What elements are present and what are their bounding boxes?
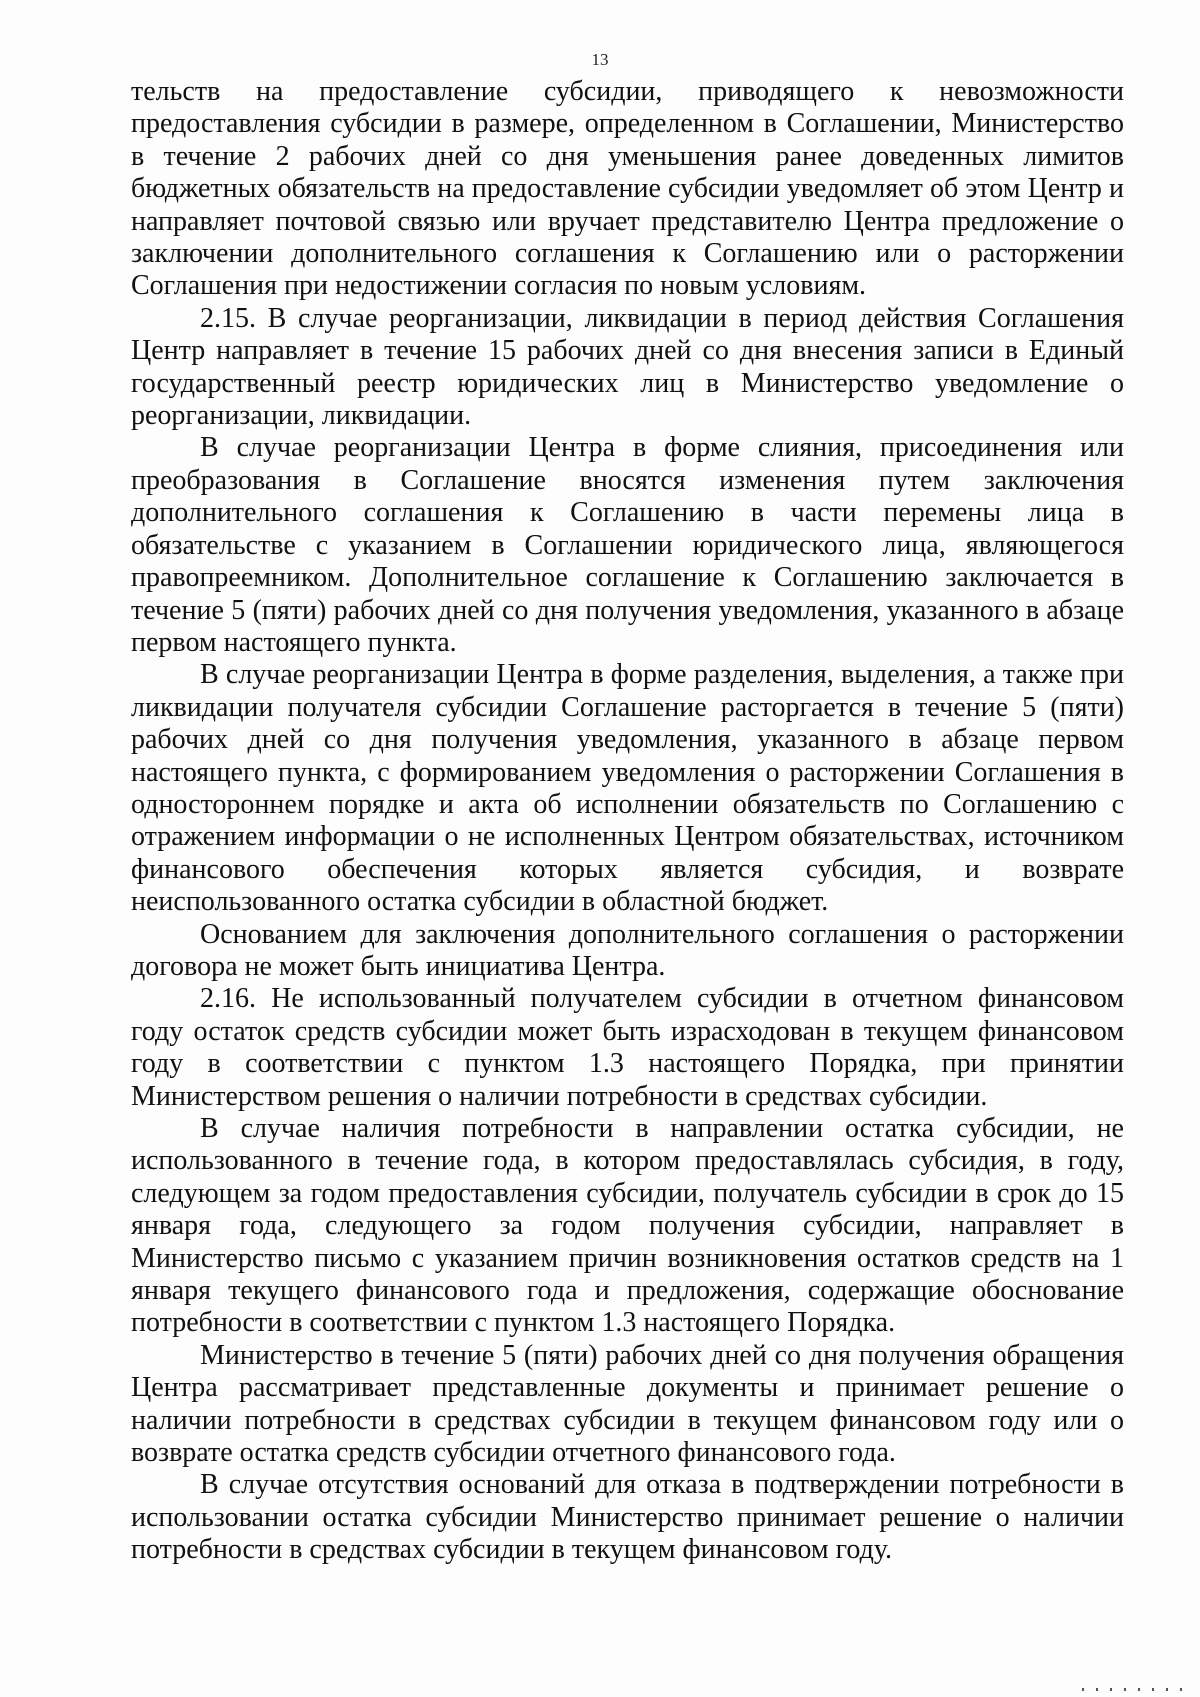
paragraph-termination-basis: Основанием для заключения дополнительного соглашения о расторжении договора не может быть инициатива Центра. [131, 918, 1124, 982]
paragraph-reorganization-merger: В случае реорганизации Центра в форме слияния, присоединения или преобразования в Соглашение вносятся изменения путем заключения дополнительного соглашения к Соглашению в части перемены лица в обязательстве с указанием в Соглашении юридического лица, являющегося правопреемником. Дополнительное соглашение к Соглашению заключается в течение 5 (пяти) рабочих дней со дня получения уведомления, указанного в абзаце первом настоящего пункта. [131, 432, 1124, 658]
paragraph-ministry-decision: В случае отсутствия оснований для отказа в подтверждении потребности в использовании остатка субсидии Министерство принимает решение о наличии потребности в средствах субсидии в текущем финансовом году. [131, 1469, 1124, 1566]
page-number: 13 [591, 50, 609, 69]
paragraph-balance-need: В случае наличия потребности в направлении остатка субсидии, не использованного в течение года, в котором предоставлялась субсидия, в году, следующем за годом предоставления субсидии, получатель субсидии в срок до 15 января года, следующего за годом получения субсидии, направляет в Министерство письмо с указанием причин возникновения остатков средств на 1 января текущего финансового года и предложения, содержащие обоснование потребности в соответствии с пунктом 1.3 настоящего Порядка. [131, 1113, 1124, 1339]
paragraph-clause-2-15: 2.15. В случае реорганизации, ликвидации в период действия Соглашения Центр направляет в течение 15 рабочих дней со дня внесения записи в Единый государственный реестр юридических лиц в Министерство уведомление о реорганизации, ликвидации. [131, 302, 1124, 432]
paragraph-continued: тельств на предоставление субсидии, приводящего к невозможности предоставления субсидии в размере, определенном в Соглашении, Министерство в течение 2 рабочих дней со дня уменьшения ранее доведенных лимитов бюджетных обязательств на предоставление субсидии уведомляет об этом Центр и направляет почтовой связью или вручает представителю Центра предложение о заключении дополнительного соглашения к Соглашению или о расторжении Соглашения при недостижении согласия по новым условиям. [131, 76, 1124, 302]
scan-edge-marks [1082, 1685, 1182, 1691]
paragraph-clause-2-16: 2.16. Не использованный получателем субсидии в отчетном финансовом году остаток средств субсидии может быть израсходован в текущем финансовом году в соответствии с пунктом 1.3 настоящего Порядка, при принятии Министерством решения о наличии потребности в средствах субсидии. [131, 983, 1124, 1112]
document-body [131, 76, 1124, 1567]
paragraph-ministry-review: Министерство в течение 5 (пяти) рабочих дней со дня получения обращения Центра рассматривает представленные документы и принимает решение о наличии потребности в средствах субсидии в текущем финансовом году или о возврате остатка средств субсидии отчетного финансового года. [131, 1339, 1124, 1469]
paragraph-reorganization-division: В случае реорганизации Центра в форме разделения, выделения, а также при ликвидации получателя субсидии Соглашение расторгается в течение 5 (пяти) рабочих дней со дня получения уведомления, указанного в абзаце первом настоящего пункта, с формированием уведомления о расторжении Соглашения в одностороннем порядке и акта об исполнении обязательств по Соглашению с отражением информации о не исполненных Центром обязательствах, источником финансового обеспечения которых является субсидия, и возврате неиспользованного остатка субсидии в областной бюджет. [131, 659, 1124, 918]
